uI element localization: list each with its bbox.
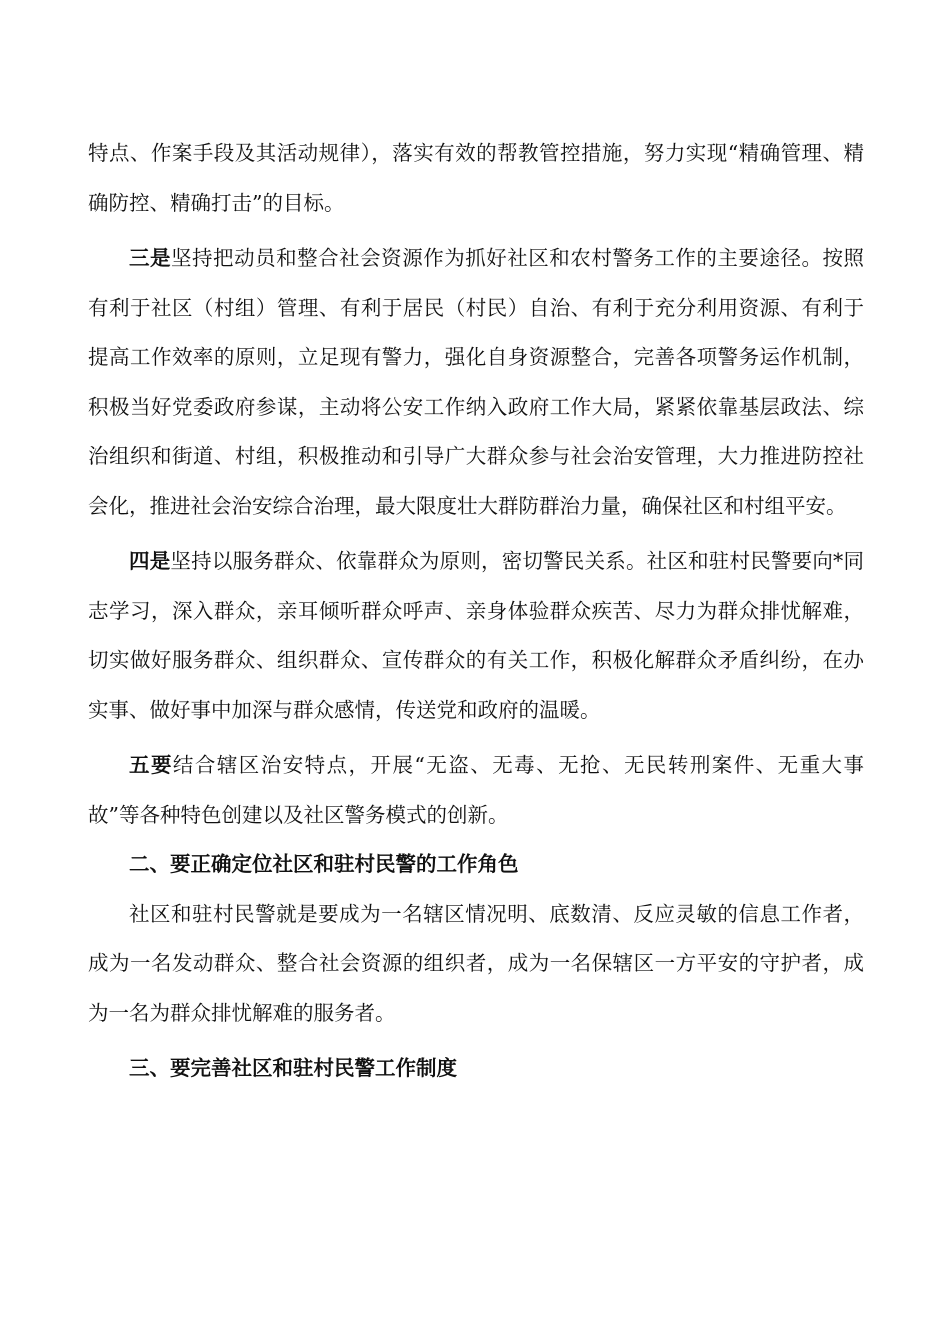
- section-heading-three: 三、要完善社区和驻村民警工作制度: [129, 1056, 457, 1080]
- point-five-text: 结合辖区治安特点，开展“无盗、无毒、无抢、无民转刑案件、无重大事故”等各种特色创建以及社区警务模式的创新。: [88, 753, 865, 827]
- point-three-lead: 三是: [129, 246, 172, 270]
- point-four-lead: 四是: [129, 549, 171, 573]
- point-three-text: 坚持把动员和整合社会资源作为抓好社区和农村警务工作的主要途径。按照有利于社区（村组）管理、有利于居民（村民）自治、有利于充分利用资源、有利于提高工作效率的原则，立足现有警力，强化自身资源整合，完善各项警务运作机制，积极当好党委政府参谋，主动将公安工作纳入政府工作大局，紧紧依靠基层政法、综治组织和街道、村组，积极推动和引导广大群众参与社会治安管理，大力推进防控社会化，推进社会治安综合治理，最大限度壮大群防群治力量，确保社区和村组平安。: [88, 246, 864, 518]
- paragraph-point-three: [88, 234, 864, 531]
- paragraph-continuation: 特点、作案手段及其活动规律），落实有效的帮教管控措施，努力实现“精确管理、精确防控、精确打击”的目标。: [88, 141, 864, 215]
- point-four-text: 坚持以服务群众、依靠群众为原则，密切警民关系。社区和驻村民警要向*同志学习，深入群众，亲耳倾听群众呼声、亲身体验群众疾苦、尽力为群众排忧解难，切实做好服务群众、组织群众、宣传群众的有关工作，积极化解群众矛盾纠纷，在办实事、做好事中加深与群众感情，传送党和政府的温暖。: [88, 549, 865, 722]
- point-five-lead: 五要: [129, 753, 173, 777]
- paragraph-role: 社区和驻村民警就是要成为一名辖区情况明、底数清、反应灵敏的信息工作者，成为一名发动群众、整合社会资源的组织者，成为一名保辖区一方平安的守护者，成为一名为群众排忧解难的服务者。: [88, 901, 864, 1025]
- paragraph-point-five: [88, 741, 864, 840]
- section-heading-two: 二、要正确定位社区和驻村民警的工作角色: [129, 852, 519, 876]
- paragraph-point-four: [88, 537, 864, 735]
- document-body: [88, 129, 864, 1094]
